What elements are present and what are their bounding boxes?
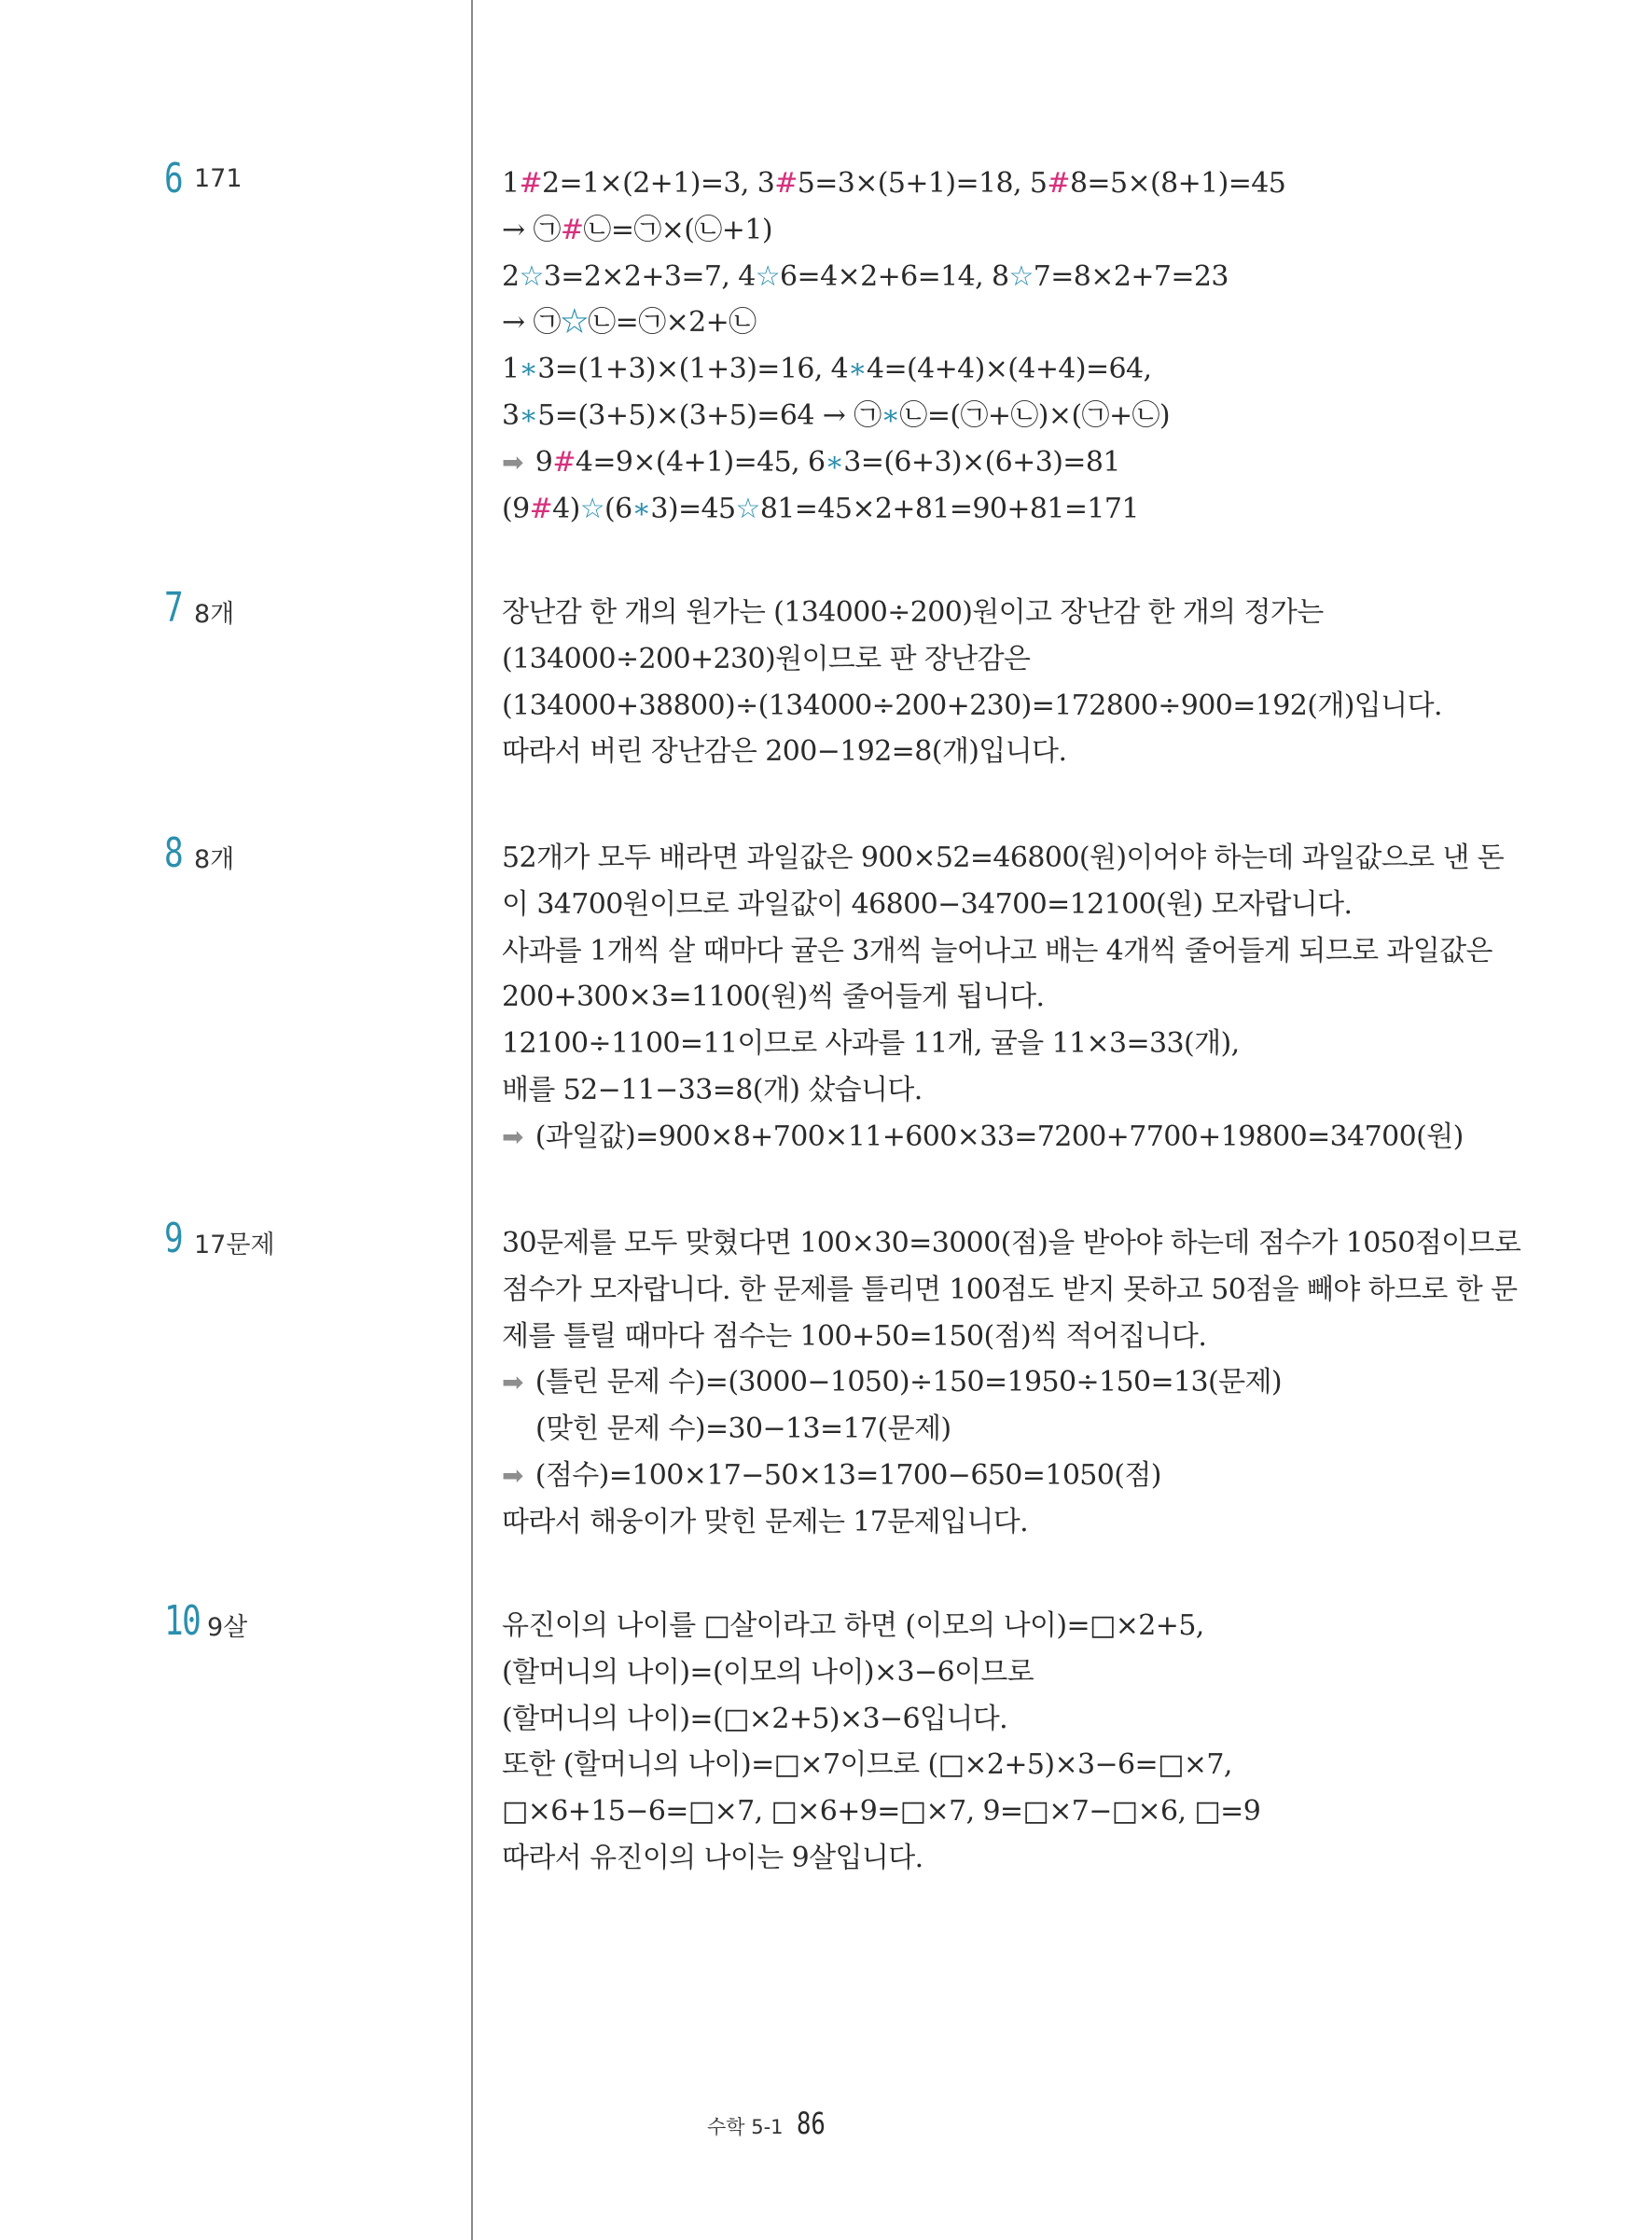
solution-line xyxy=(502,439,1481,486)
text-segment: 유진이의 나이를 □살이라고 하면 (이모의 나이)=□×2+5, xyxy=(502,1609,1204,1642)
solution-text xyxy=(502,1220,1521,1546)
solution-line xyxy=(502,1220,1521,1267)
text-segment: 5=3×(5+1)=18, 5 xyxy=(797,167,1048,200)
operator-symbol: # xyxy=(519,167,543,200)
solution-line xyxy=(502,835,1505,882)
operator-symbol: # xyxy=(529,492,553,525)
text-segment: 30문제를 모두 맞혔다면 100×30=3000(점)을 받아야 하는데 점수가 1050점이므로 xyxy=(502,1227,1521,1259)
page-footer xyxy=(707,2106,832,2141)
operator-symbol: ∗ xyxy=(881,398,900,432)
problem-number: 10 xyxy=(164,1597,201,1645)
text-segment: 3=2×2+3=7, 4 xyxy=(543,259,756,293)
text-segment: 따라서 해웅이가 맞힌 문제는 17문제입니다. xyxy=(502,1505,1029,1538)
solution-line xyxy=(502,928,1492,975)
solution-line xyxy=(502,1067,1481,1114)
operator-symbol: ☆ xyxy=(579,492,605,525)
text-segment: (할머니의 나이)=(이모의 나이)×3−6이므로 xyxy=(502,1655,1034,1689)
operator-symbol: # xyxy=(1047,167,1070,200)
solution-line xyxy=(502,346,1481,393)
text-segment: 52개가 모두 배라면 과일값은 900×52=46800(원)이어야 하는데 과일값으로 낸 돈 xyxy=(502,842,1505,874)
solution-text xyxy=(502,590,1481,775)
text-segment: □×6+15−6=□×7, □×6+9=□×7, 9=□×7−□×6, □=9 xyxy=(502,1795,1261,1829)
page-number: 86 xyxy=(796,2106,826,2141)
text-segment: 3 xyxy=(502,398,520,432)
problem-answer: 17문제 xyxy=(194,1231,275,1259)
operator-symbol: # xyxy=(552,445,576,479)
operator-symbol: ☆ xyxy=(1008,259,1034,293)
text-segment: ㉡=㉠×2+㉡ xyxy=(588,306,757,340)
text-segment: 3)=45 xyxy=(650,492,736,525)
problem-number: 7 xyxy=(164,584,183,632)
text-segment: 81=45×2+81=90+81=171 xyxy=(759,492,1139,525)
text-segment: 200+300×3=1100(원)씩 줄어들게 됩니다. xyxy=(502,981,1045,1014)
solution-line xyxy=(502,729,1481,775)
problem-number: 9 xyxy=(164,1215,183,1262)
text-segment: (점수)=100×17−50×13=1700−650=1050(점) xyxy=(526,1458,1161,1492)
solution-line xyxy=(502,1696,1481,1743)
operator-symbol: ∗ xyxy=(519,353,538,386)
solution-line xyxy=(502,636,1481,683)
solution-line xyxy=(502,1359,1481,1406)
text-segment: (134000+38800)÷(134000÷200+230)=172800÷900=192(개)입니다. xyxy=(502,689,1442,722)
arrow-icon: ➡ xyxy=(502,1367,523,1398)
text-segment: 12100÷1100=11이므로 사과를 11개, 귤을 11×3=33(개), xyxy=(502,1027,1240,1061)
text-segment: (틀린 문제 수)=(3000−1050)÷150=1950÷150=13(문제) xyxy=(526,1366,1282,1399)
arrow-icon: ➡ xyxy=(502,1459,523,1491)
operator-symbol: ∗ xyxy=(519,398,538,432)
solution-line xyxy=(502,1603,1481,1649)
operator-symbol: ☆ xyxy=(560,306,589,340)
operator-symbol: ☆ xyxy=(755,259,781,293)
text-segment: 사과를 1개씩 살 때마다 귤은 3개씩 늘어나고 배는 4개씩 줄어들게 되므로 과일값은 xyxy=(502,934,1492,967)
text-segment: (9 xyxy=(502,492,530,525)
solution-line xyxy=(502,486,1481,533)
solution-line xyxy=(502,882,1481,928)
text-segment: 2 xyxy=(502,259,520,293)
solution-line xyxy=(502,1835,1481,1882)
solution-line xyxy=(502,1453,1481,1499)
arrow-icon: ➡ xyxy=(502,446,523,478)
text-segment: 4) xyxy=(552,492,580,525)
problem-answer: 8개 xyxy=(194,845,235,874)
text-segment: 4=(4+4)×(4+4)=64, xyxy=(866,353,1152,386)
text-segment: ㉡=(㉠+㉡)×(㉠+㉡) xyxy=(899,398,1170,432)
text-segment: → ㉠ xyxy=(502,306,561,340)
solution-line xyxy=(502,254,1481,300)
text-segment: 제를 틀릴 때마다 점수는 100+50=150(점)씩 적어집니다. xyxy=(502,1319,1207,1353)
arrow-icon: ➡ xyxy=(502,1120,523,1152)
text-segment: 2=1×(2+1)=3, 3 xyxy=(542,167,775,200)
solution-text xyxy=(502,1603,1481,1882)
solution-line xyxy=(502,683,1481,730)
text-segment: 6=4×2+6=14, 8 xyxy=(780,259,1009,293)
problem-answer: 171 xyxy=(194,164,243,193)
solution-line xyxy=(502,1406,1481,1453)
text-segment: 3=(6+3)×(6+3)=81 xyxy=(843,445,1120,479)
text-segment: 점수가 모자랍니다. 한 문제를 틀리면 100점도 받지 못하고 50점을 빼야 하므로 한 문 xyxy=(502,1273,1518,1306)
solution-line xyxy=(502,1021,1481,1067)
text-segment: ㉡=㉠×(㉡+1) xyxy=(583,213,772,246)
solution-line xyxy=(502,590,1481,636)
column-divider xyxy=(471,0,473,2240)
text-segment: 또한 (할머니의 나이)=□×7이므로 (□×2+5)×3−6=□×7, xyxy=(502,1748,1232,1782)
operator-symbol: ☆ xyxy=(735,492,760,525)
solution-text xyxy=(502,835,1505,1161)
text-segment: 5=(3+5)×(3+5)=64 → ㉠ xyxy=(537,398,882,432)
text-segment: 4=9×(4+1)=45, 6 xyxy=(575,445,826,479)
problem-answer: 9살 xyxy=(207,1613,248,1642)
text-segment: 9 xyxy=(526,445,553,479)
text-segment: 3=(1+3)×(1+3)=16, 4 xyxy=(537,353,849,386)
text-segment: 1 xyxy=(502,167,520,200)
operator-symbol: # xyxy=(774,167,798,200)
text-segment: → ㉠ xyxy=(502,213,561,246)
text-segment: 배를 52−11−33=8(개) 샀습니다. xyxy=(502,1073,923,1106)
text-segment: 1 xyxy=(502,353,520,386)
text-segment: (맞힌 문제 수)=30−13=17(문제) xyxy=(535,1412,951,1446)
book-title: 수학 5-1 xyxy=(707,2116,784,2138)
solution-text xyxy=(502,160,1481,532)
text-segment: 8=5×(8+1)=45 xyxy=(1069,167,1286,200)
operator-symbol: ∗ xyxy=(848,353,867,386)
text-segment: 7=8×2+7=23 xyxy=(1033,259,1229,293)
solution-line xyxy=(502,1742,1481,1788)
solution-line xyxy=(502,207,1481,254)
operator-symbol: ∗ xyxy=(825,445,844,479)
solution-line xyxy=(502,1267,1518,1314)
problem-number: 6 xyxy=(164,155,183,202)
solution-line xyxy=(502,974,1481,1021)
solution-line xyxy=(502,299,1481,346)
solution-line xyxy=(502,1788,1481,1835)
text-segment: (134000÷200+230)원이므로 판 장난감은 xyxy=(502,642,1031,675)
solution-line xyxy=(502,1649,1481,1696)
text-segment: 따라서 유진이의 나이는 9살입니다. xyxy=(502,1841,923,1874)
operator-symbol: ∗ xyxy=(632,492,651,525)
text-segment: (과일값)=900×8+700×11+600×33=7200+7700+19800=34700(원) xyxy=(526,1120,1464,1153)
operator-symbol: # xyxy=(560,213,584,246)
problem-number: 8 xyxy=(164,829,183,877)
problem-answer: 8개 xyxy=(194,600,235,629)
text-segment: 따라서 버린 장난감은 200−192=8(개)입니다. xyxy=(502,735,1067,769)
solution-line xyxy=(502,1314,1481,1360)
solution-line xyxy=(502,1499,1481,1546)
text-segment: 이 34700원이므로 과일값이 46800−34700=12100(원) 모자랍니다. xyxy=(502,887,1353,921)
solution-line xyxy=(502,393,1481,439)
text-segment: (6 xyxy=(604,492,632,525)
text-segment: 장난감 한 개의 원가는 (134000÷200)원이고 장난감 한 개의 정가는 xyxy=(502,596,1324,629)
text-segment: (할머니의 나이)=(□×2+5)×3−6입니다. xyxy=(502,1702,1008,1735)
operator-symbol: ☆ xyxy=(519,259,544,293)
solution-line xyxy=(502,160,1481,207)
solution-line xyxy=(502,1114,1481,1161)
